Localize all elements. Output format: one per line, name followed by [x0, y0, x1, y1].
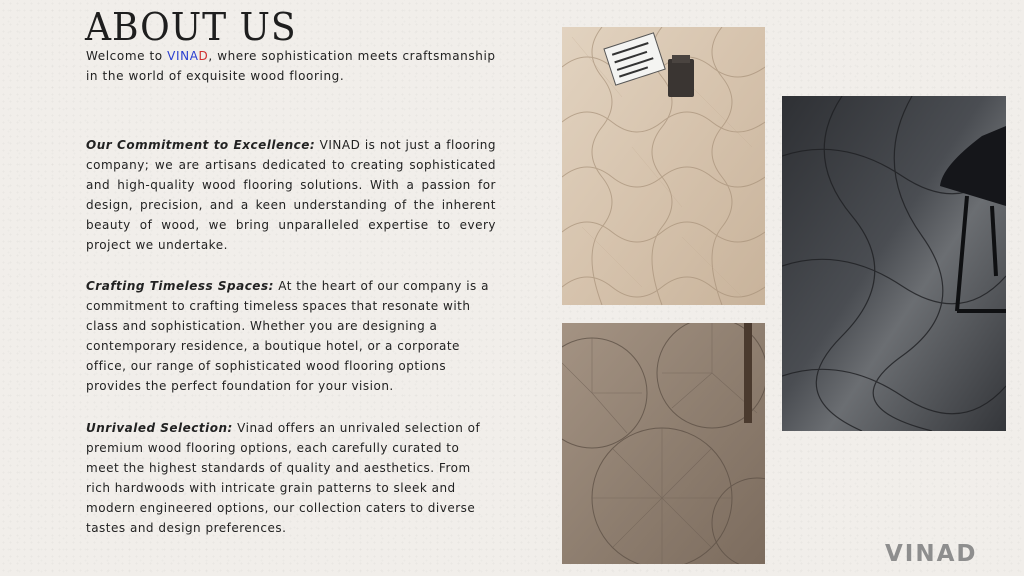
- intro-prefix: Welcome to: [86, 49, 168, 63]
- section-heading: Unrivaled Selection:: [86, 421, 233, 435]
- brand-name-part2: D: [198, 49, 209, 63]
- page-title: ABOUT US: [85, 5, 297, 49]
- intro-paragraph: [86, 46, 506, 86]
- vinad-logo: VINAD: [885, 541, 978, 567]
- intro-suffix: , where sophistication meets craftsmanship in the world of exquisite wood flooring.: [86, 49, 496, 83]
- section-body: At the heart of our company is a commitment to crafting timeless spaces that resonate with class and sophistication. Whether you are designing a contemporary residence, a boutique hotel, or a corporate office, our range of sophisticated wood flooring options provides the perfect foundation for your vision.: [86, 279, 489, 393]
- light-wood-floor-photo: [562, 27, 765, 305]
- section-heading: Crafting Timeless Spaces:: [86, 279, 274, 293]
- section-commitment: [86, 135, 496, 255]
- section-body: Vinad offers an unrivaled selection of premium wood flooring options, each carefully curated to meet the highest standards of quality and aesthetics. From rich hardwoods with intricate grain patterns to sleek and modern engineered options, our collection caters to diverse tastes and design preferences.: [86, 421, 481, 535]
- radial-wood-floor-photo: [562, 323, 765, 564]
- dark-wood-floor-photo: [782, 96, 1006, 431]
- brand-name-part1: VINA: [167, 49, 199, 63]
- section-crafting: [86, 276, 496, 396]
- section-body: VINAD is not just a flooring company; we are artisans dedicated to creating sophisticated and high-quality wood flooring solutions. With a passion for design, precision, and a keen understanding of the inherent beauty of wood, we bring unparalleled expertise to every project we undertake.: [86, 138, 497, 252]
- brand-name: [167, 49, 208, 63]
- section-heading: Our Commitment to Excellence:: [86, 138, 316, 152]
- section-selection: [86, 418, 496, 538]
